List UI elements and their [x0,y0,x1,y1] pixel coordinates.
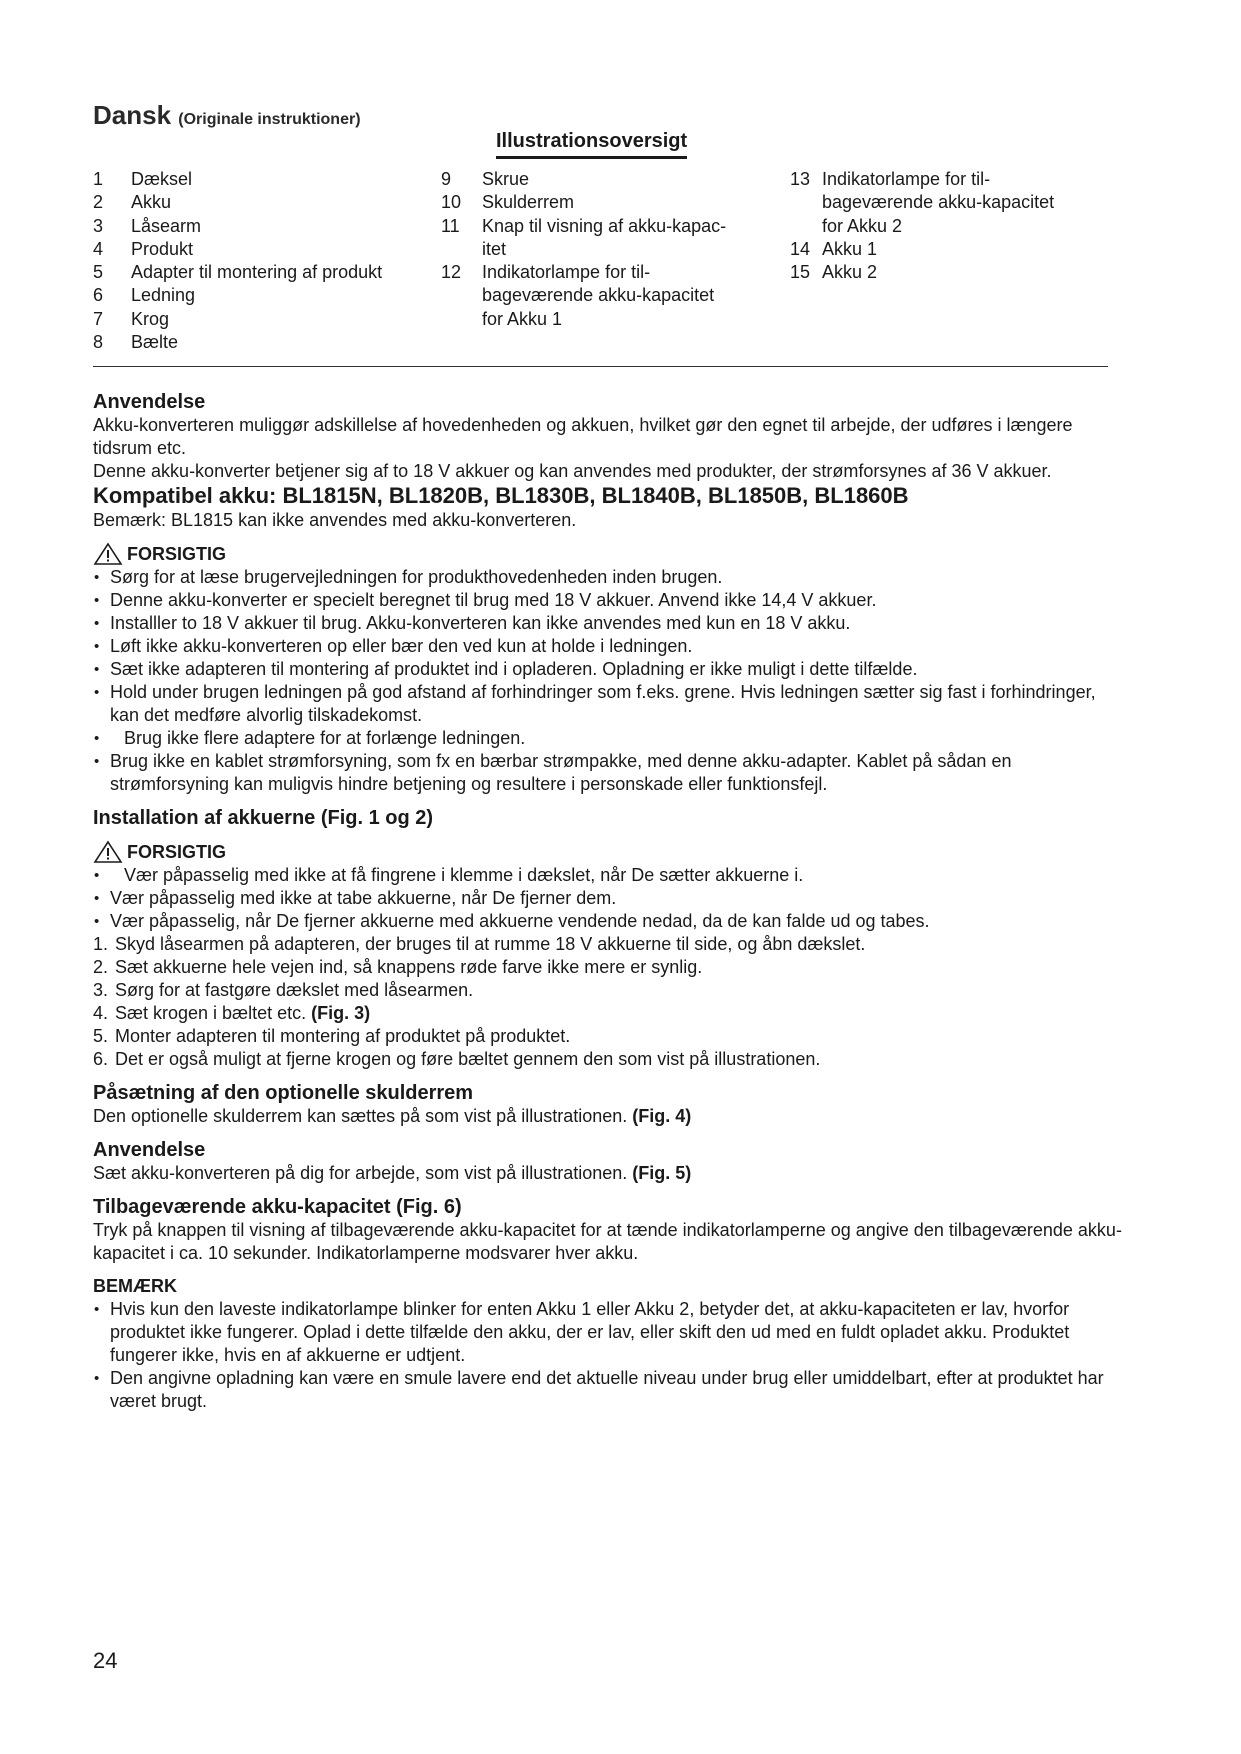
part-item: for Akku 2 [822,215,903,236]
part-item: 1 Dæksel [93,169,193,189]
usage-paragraph-2: Denne akku-konverter betjener sig af to 18 V akkuer og kan anvendes med produkter, der strømforsynes af 36 V akkuer. [93,461,1052,481]
list-item: • Vær påpasselig, når De fjerner akkuerne med akkuerne vendende nedad, da de kan falde ud og tabes. [93,910,1123,933]
list-item: • Sørg for at læse brugervejledningen for produkthovedenheden inden brugen. [93,566,1123,589]
part-item: for Akku 1 [482,308,563,329]
list-item: 2. Sæt akkuerne hele vejen ind, så knappens røde farve ikke mere er synlig. [93,957,703,977]
usage-paragraph-1: Akku-konverteren muliggør adskillelse af hovedenheden og akkuen, hvilket gør den egnet til arbejde, der udføres i længere tidsrum etc. [93,415,1073,458]
usage2-text: Sæt akku-konverteren på dig for arbejde, som vist på illustrationen. (Fig. 5) [93,1163,692,1183]
list-item: 5. Monter adapteren til montering af produktet på produktet. [93,1026,571,1046]
compatible-heading: Kompatibel akku: BL1815N, BL1820B, BL1830B, BL1840B, BL1850B, BL1860B [93,483,909,508]
note-list [93,1298,1123,1413]
language-title [93,100,361,131]
part-item: 14 Akku 1 [790,238,878,259]
language-sub: (Originale instruktioner) [178,111,361,128]
part-item: 3 Låsearm [93,215,202,236]
remaining-heading: Tilbageværende akku-kapacitet (Fig. 6) [93,1196,462,1218]
list-item: • Hvis kun den laveste indikatorlampe blinker for enten Akku 1 eller Akku 2, betyder det, at akku-kapaciteten er lav, hvorfor produktet ikke fungerer. Oplad i dette tilfælde den akku, der er lav, eller skift den ud med en fuldt opladet akku. Produktet fungerer ikke, hvis en af akkuerne er udtjent. [93,1298,1123,1367]
part-item: 4 Produkt [93,238,194,259]
list-item: • Vær påpasselig med ikke at få fingrene i klemme i dækslet, når De sætter akkuerne i. [93,864,1123,887]
remaining-text: Tryk på knappen til visning af tilbageværende akku-kapacitet for at tænde indikatorlamperne og angive den tilbageværende akku-kapacitet i ca. 10 sekunder. Indikatorlamperne modsvarer hver akku. [93,1220,1122,1263]
list-item: • Denne akku-konverter er specielt beregnet til brug med 18 V akkuer. Anvend ikke 14,4 V akkuer. [93,589,1123,612]
list-item: • Brug ikke en kablet strømforsyning, som fx en bærbar strømpakke, med denne akku-adapter. Kablet på sådan en strømforsyning kan muligvis hindre betjening og resultere i personskade eller funktionsfejl. [93,750,1123,796]
main-content [93,390,1123,1413]
usage2-heading: Anvendelse [93,1139,206,1161]
list-item: 4. Sæt krogen i bæltet etc. (Fig. 3) [93,1003,371,1023]
parts-column-3 [790,168,1120,284]
caution-label-1: FORSIGTIG [127,543,226,564]
compatible-note: Bemærk: BL1815 kan ikke anvendes med akku-konverteren. [93,510,577,530]
parts-column-2 [441,168,771,331]
caution-list-1 [93,566,1123,796]
caution-list-2 [93,864,1123,933]
part-item: 10 Skulderrem [441,192,575,213]
caution-label-2: FORSIGTIG [127,841,226,862]
part-item: bageværende akku-kapacitet [482,285,715,306]
list-item: • Brug ikke flere adaptere for at forlænge ledningen. [93,727,1123,750]
warning-triangle-icon [93,542,123,566]
part-item: 6 Ledning [93,285,196,306]
part-item: 12 Indikatorlampe for til- [441,262,651,283]
shoulder-heading: Påsætning af den optionelle skulderrem [93,1082,474,1104]
list-item: • Den angivne opladning kan være en smule lavere end det aktuelle niveau under brug eller umiddelbart, efter at produktet har været brugt. [93,1367,1123,1413]
parts-column-1 [93,168,423,354]
illustration-heading: Illustrationsoversigt [496,130,687,159]
installation-steps [93,933,1123,1071]
language-label: Dansk [93,100,172,130]
divider [93,366,1108,367]
note-heading: BEMÆRK [93,1276,177,1296]
list-item: 3. Sørg for at fastgøre dækslet med låsearmen. [93,980,474,1000]
list-item: 6. Det er også muligt at fjerne krogen og føre bæltet gennem den som vist på illustrationen. [93,1049,821,1069]
list-item: • Løft ikke akku-konverteren op eller bær den ved kun at holde i ledningen. [93,635,1123,658]
caution-heading-2 [93,840,1123,864]
warning-triangle-icon [93,840,123,864]
part-item: 9 Skrue [441,169,530,189]
part-item: 5 Adapter til montering af produkt [93,262,383,283]
part-item: 7 Krog [93,308,170,329]
list-item: • Vær påpasselig med ikke at tabe akkuerne, når De fjerner dem. [93,887,1123,910]
list-item: 1. Skyd låsearmen på adapteren, der bruges til at rumme 18 V akkuerne til side, og åbn dækslet. [93,934,866,954]
list-item: • Installler to 18 V akkuer til brug. Akku-konverteren kan ikke anvendes med kun en 18 V akku. [93,612,1123,635]
caution-heading-1 [93,542,1123,566]
part-item: 8 Bælte [93,332,179,353]
usage-heading: Anvendelse [93,391,206,413]
list-item: • Sæt ikke adapteren til montering af produktet ind i opladeren. Opladning er ikke muligt i dette tilfælde. [93,658,1123,681]
page-number: 24 [93,1648,118,1673]
shoulder-text: Den optionelle skulderrem kan sættes på som vist på illustrationen. (Fig. 4) [93,1106,692,1126]
part-item: 15 Akku 2 [790,262,878,283]
installation-heading: Installation af akkuerne (Fig. 1 og 2) [93,807,434,829]
part-item: 2 Akku [93,192,172,213]
part-item: 11 Knap til visning af akku-kapac- [441,215,727,236]
part-item: itet [482,238,507,259]
list-item: • Hold under brugen ledningen på god afstand af forhindringer som f.eks. grene. Hvis ledningen sætter sig fast i forhindringer, kan det medføre alvorlig tilskadekomst. [93,681,1123,727]
part-item: 13 Indikatorlampe for til- [790,169,991,189]
part-item: bageværende akku-kapacitet [822,192,1055,213]
